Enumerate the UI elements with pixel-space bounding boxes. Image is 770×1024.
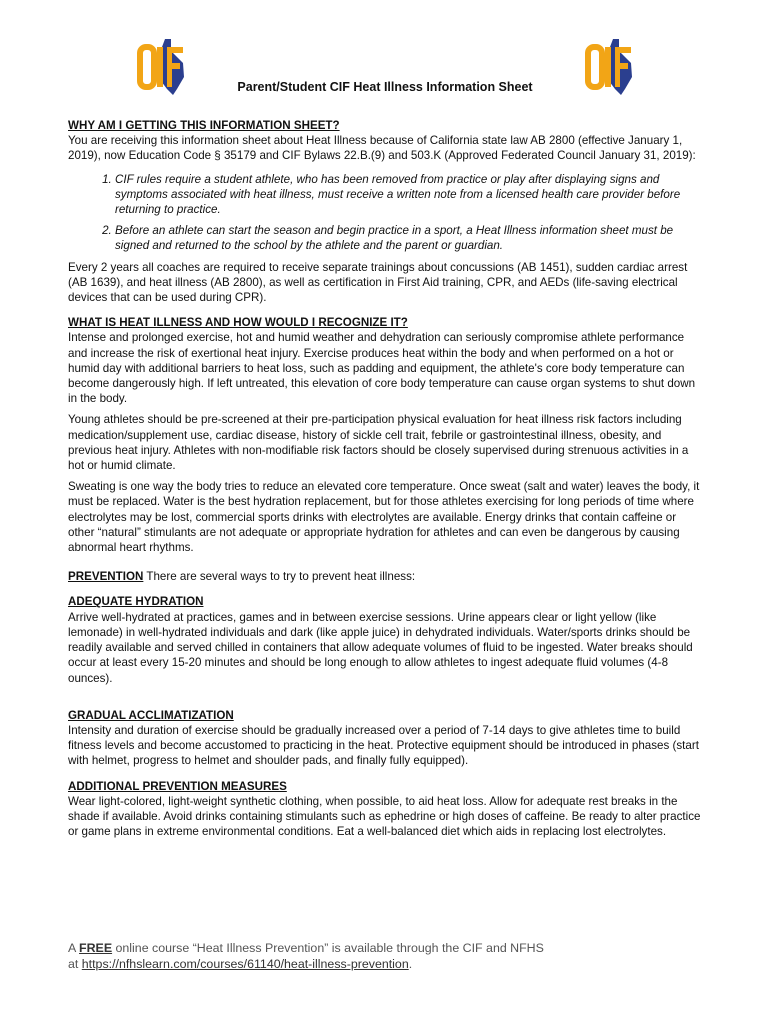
footer-middle: online course “Heat Illness Prevention” is available through the CIF and NFHS — [112, 941, 544, 955]
section-heading-acclimatization: GRADUAL ACCLIMATIZATION — [68, 708, 234, 722]
free-label: FREE — [79, 941, 113, 955]
prevention-heading: PREVENTION — [68, 570, 144, 584]
hydration-paragraph: Arrive well-hydrated at practices, games and in between exercise sessions. Urine appears clear or light yellow (like lemonade) in well-hydrated individuals and dark (like apple juice) in dehydrated individuals. Water/sports drinks should be readily available and served chilled in containers that allow adequate volumes of fluid to be ingested. Water breaks should occur at least every 15-20 minutes and should be long enough to allow athletes to ingest adequate fluid volumes (4-8 ounces). — [68, 610, 693, 685]
course-link[interactable]: https://nfhslearn.com/courses/61140/heat-illness-prevention — [81, 957, 409, 971]
footer-note — [68, 940, 708, 972]
what-paragraph-1: Intense and prolonged exercise, hot and humid weather and dehydration can seriously compromise athlete performance and increase the risk of exertional heat injury. Exercise produces heat within the body and when performed on a hot or humid day with additional barriers to heat loss, such as padding and equipment, the athlete's core body temperature can become dangerously high. If left untreated, this elevation of core body temperature can cause organ systems to shut down in the body. — [68, 331, 696, 406]
section-heading-additional: ADDITIONAL PREVENTION MEASURES — [68, 779, 287, 793]
prevention-paragraph — [68, 569, 704, 584]
additional-paragraph: Wear light-colored, light-weight synthetic clothing, when possible, to aid heat loss. Allow for adequate rest breaks in the shade if available. Avoid drinks containing stimulants such as ephedrine or high doses of caffeine. Be ready to alter practice or game plans in extreme environmental conditions. Eat a well-balanced diet which aids in replacing lost electrolytes. — [68, 794, 701, 839]
what-paragraph-2: Young athletes should be pre-screened at their pre-participation physical evaluation for heat illness risk factors including medication/supplement use, cardiac disease, history of sickle cell trait, febrile or gastrointestinal illness, obesity, and previous heat injury. Athletes with non-modifiable risk factors should be closely supervised during strenuous activities in a hot or humid climate. — [68, 413, 689, 473]
section-heading-what: WHAT IS HEAT ILLNESS AND HOW WOULD I RECOGNIZE IT? — [68, 316, 408, 330]
document-body — [68, 118, 704, 845]
acclimatization-paragraph: Intensity and duration of exercise should be gradually increased over a period of 7-14 days to give athletes time to build fitness levels and become accustomed to practicing in the heat. Protective equipment should be introduced in phases (start with helmet, progress to helmet and shoulder pads, and finally fully equipped). — [68, 723, 699, 768]
prevention-text: There are several ways to try to prevent heat illness: — [143, 570, 416, 584]
footer-at: at — [68, 957, 82, 971]
list-item: 1. CIF rules require a student athlete, who has been removed from practice or play after displaying signs and symptoms associated with heat illness, must receive a written note from a licensed health care provider before returning to practice. — [115, 172, 704, 218]
requirements-list — [68, 172, 704, 254]
footer-end: . — [408, 957, 413, 971]
footer-prefix: A — [68, 941, 80, 955]
section-heading-why: WHY AM I GETTING THIS INFORMATION SHEET? — [68, 119, 340, 132]
page-title: Parent/Student CIF Heat Illness Information Sheet — [237, 80, 533, 94]
what-paragraph-3: Sweating is one way the body tries to reduce an elevated core temperature. Once sweat (salt and water) leaves the body, it must be replaced. Water is the best hydration replacement, but for those athletes exercising for long periods of time where electrolytes may be lost, commercial sports drinks with electrolytes are available. Energy drinks that contain caffeine or other “natural” stimulants are not adequate or appropriate hydration for athletes and can even be dangerous by causing abnormal heart rhythms. — [68, 480, 700, 555]
coaches-paragraph: Every 2 years all coaches are required to receive separate trainings about concussions (AB 1451), sudden cardiac arrest (AB 1639), and heat illness (AB 2800), as well as certification in First Aid training, CPR, and AEDs (life-saving electrical devices that can be used during CPR). — [68, 260, 688, 305]
section-heading-hydration: ADEQUATE HYDRATION — [68, 595, 204, 609]
why-intro: You are receiving this information sheet about Heat Illness because of California state law AB 2800 (effective January 1, 2019), now Education Code § 35179 and CIF Bylaws 22.B.(9) and 503.K (Approved Federated Council January 31, 2019): — [68, 134, 696, 163]
list-item: 2. Before an athlete can start the season and begin practice in a sport, a Heat Illness information sheet must be signed and returned to the school by the athlete and the parent or guardian. — [115, 223, 704, 253]
